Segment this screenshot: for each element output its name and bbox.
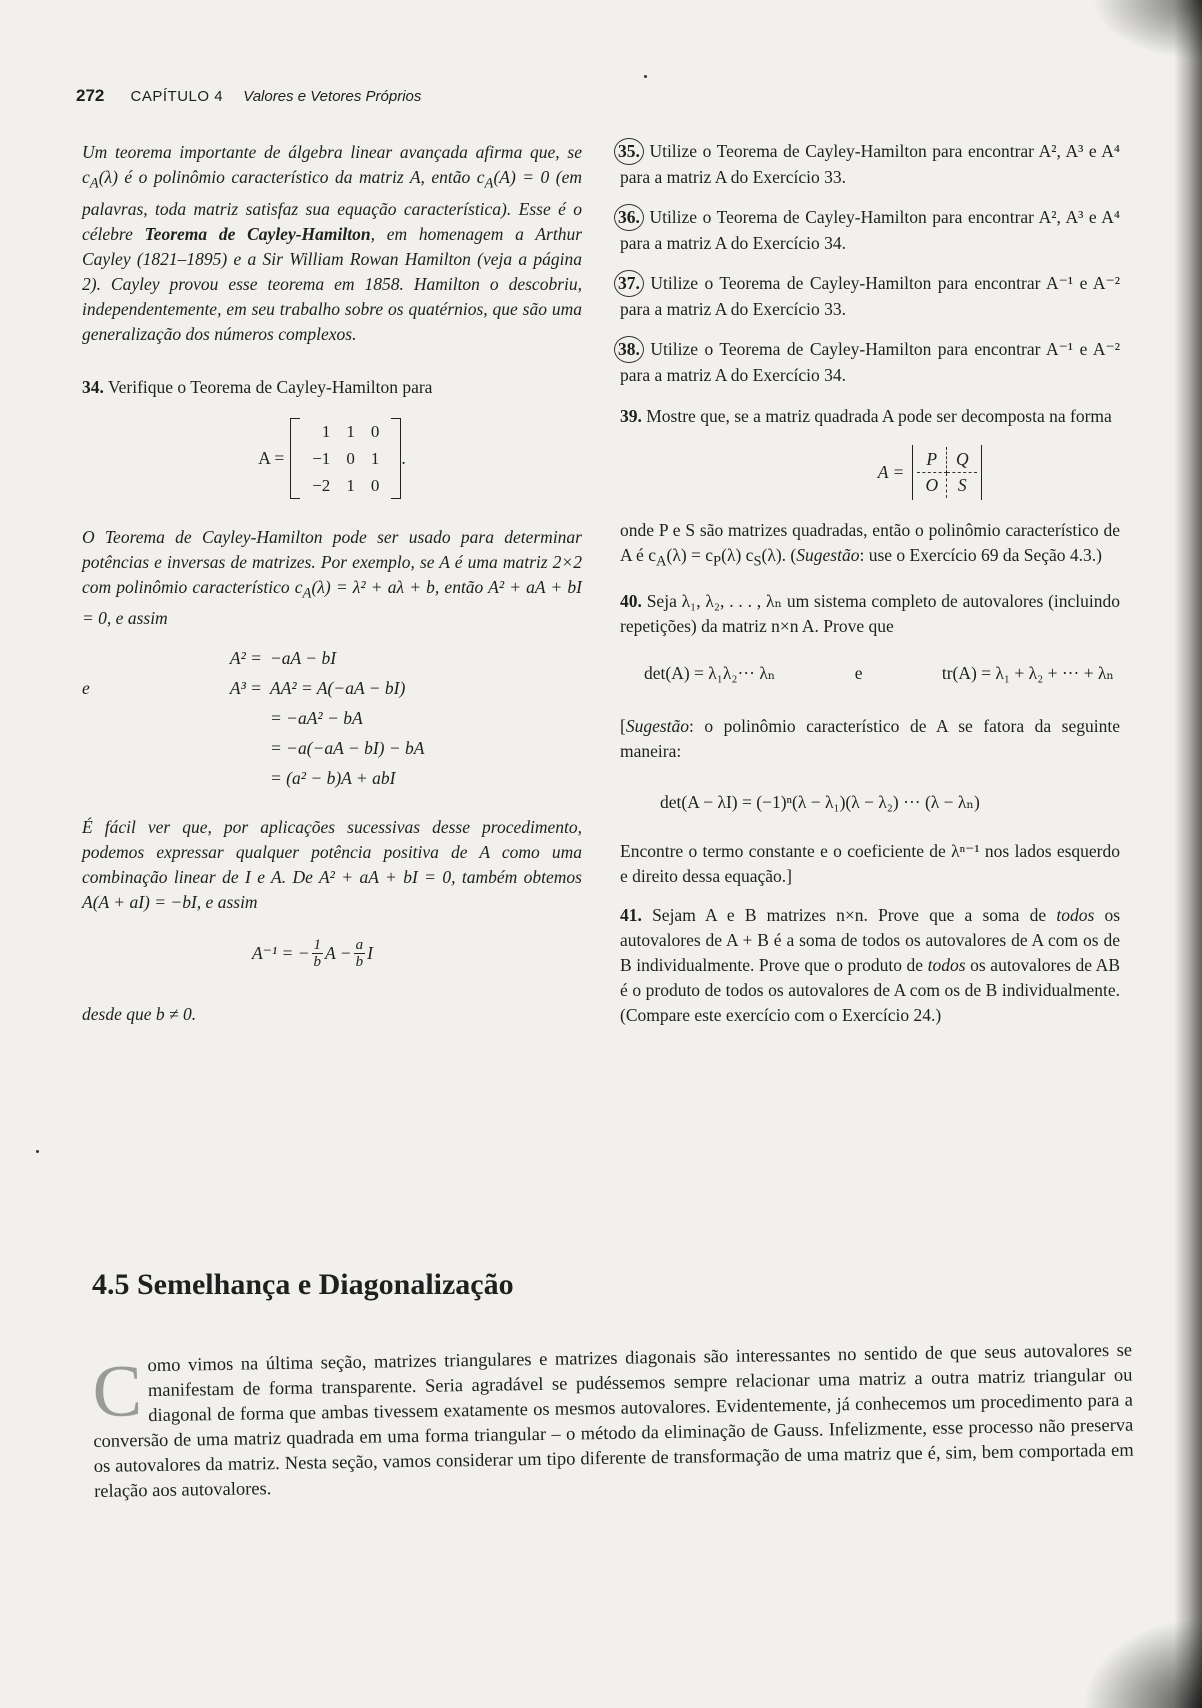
chapter-title: Valores e Vetores Próprios [243,88,422,105]
powers-paragraph: O Teorema de Cayley-Hamilton pode ser usado para determinar potências e inversas de matrizes. Por exemplo, se A é uma matriz 2×2 com polinômio característico $c_A(\lambda) = \lambda^2 + a\lambda + b$, então A² + aA + bI = 0, e assim [82,526,582,628]
block-matrix-label: A = [877,462,905,482]
inverse-formula: A⁻¹ = − $\frac{1}{b}$ A − $\frac{a}{b}$ I [252,937,373,970]
circled-number: 36. [614,204,644,231]
matrix-cell: 1 [346,475,355,495]
equation-row: = (a² − b)A + abI [270,767,396,788]
exercise-40: 40. Seja λ₁, λ₂, . . . , λₙ um sistema completo de autovalores (incluindo repetições) da matriz n×n A. Prove que [620,590,1121,636]
exercise-35: 35. Utilize o Teorema de Cayley-Hamilton para encontrar A², A³ e A⁴ para a matriz A do Exercício 33. [620,138,1120,190]
block-matrix-grid [912,445,982,500]
right-bracket [391,418,401,499]
matrix-period: . [401,447,406,468]
linear-combination-paragraph: É fácil ver que, por aplicações sucessivas desse procedimento, podemos expressar qualquer potência positiva de A como uma combinação linear de I e A. De A² + aA + bI = 0, também obtemos A(A + aI) = −bI, e assim [82,817,582,912]
power-equations [82,643,582,793]
det-trace-equation [644,661,1114,686]
chapter-label: CAPÍTULO 4 [130,88,224,105]
section-intro [92,1339,1134,1505]
page-number: 272 [76,86,105,105]
running-header [76,86,421,106]
block-s: S [957,475,967,495]
matrix-cell: 0 [370,475,380,495]
det-formula: det(A) = λ₁λ₂··· λₙ [644,662,776,683]
drop-cap: C [91,1350,143,1433]
block-p: P [917,447,947,473]
equation-row: = −a(−aA − bI) − bA [270,737,425,758]
matrix-cell: 0 [346,448,355,468]
condition-text: desde que b ≠ 0. [82,1004,197,1024]
matrix-cell: 0 [370,421,380,441]
matrix-row [304,445,387,472]
cayley-hamilton-intro: Um teorema importante de álgebra linear avançada afirma que, se $c_A(\lambda)$ é o polinômio característico da matriz A, então $c_A(A) = 0$ (em palavras, toda matriz satisfaz sua equação característica). Esse é o célebre Teorema de Cayley-Hamilton, em homenagem a Arthur Cayley (1821–1895) e a Sir William Rowan Hamilton (veja a página 2). Cayley provou esse teorema em 1858. Hamilton o descobriu, independentemente, em seu trabalho sobre os quatérnios, que são uma generalização dos números complexos. [82,142,583,344]
fraction: $\frac{a}{b}$ [355,937,364,970]
intro-text: omo vimos na última seção, matrizes triangulares e matrizes diagonais são interessantes no sentido de que seus autovalores se manifestam de forma transparente. Seria agradável se pudéssemos sempre relacionar uma matriz a outra matriz triangular ou diagonal de forma que ambas tivessem exatamente os mesmos autovalores. Evidentemente, já conhecemos um procedimento para a conversão de uma matriz quadrada em uma forma triangular – o método da eliminação de Gauss. Infelizmente, esse processo não preserva os autovalores da matriz. Nesta seção, vamos considerar um tipo diferente de transformação de uma matriz que é, sim, bem comportada em relação aos autovalores. [93,1340,1134,1502]
matrix-row [304,472,387,499]
matrix-a [82,418,582,499]
right-column [620,138,1120,1028]
matrix-cell: 1 [346,421,355,441]
section-title: 4.5 Semelhança e Diagonalização [92,1268,514,1301]
left-bracket [290,418,300,499]
exercise-41: 41. Sejam A e B matrizes n×n. Prove que a soma de todos os autovalores de A + B é a soma de todos os autovalores de A com os de B individualmente. Prove que o produto de todos os autovalores de AB é o produto de todos os autovalores de A com os de B individualmente. (Compare este exercício com o Exercício 24.) [620,904,1121,1025]
speck [644,75,647,78]
circled-number: 35. [614,138,644,165]
matrix-cell: 1 [321,421,331,441]
matrix-entries [304,418,387,499]
left-column [82,140,582,1027]
matrix-cell: −1 [312,448,331,468]
exercise-40-end: Encontre o termo constante e o coeficiente de λⁿ⁻¹ nos lados esquerdo e direito dessa equação.] [620,840,1120,886]
block-o: O [917,473,947,498]
equation-row: e A³ = AA² = A(−aA − bI) [82,677,406,698]
exercise-38: 38. Utilize o Teorema de Cayley-Hamilton para encontrar A⁻¹ e A⁻² para a matriz A do Exercício 34. [620,336,1120,388]
exercise-36: 36. Utilize o Teorema de Cayley-Hamilton para encontrar A², A³ e A⁴ para a matriz A do Exercício 34. [620,204,1120,256]
trace-formula: tr(A) = λ₁ + λ₂ + ··· + λₙ [941,662,1114,683]
exercise-39: 39. Mostre que, se a matriz quadrada A pode ser decomposta na forma [620,406,1112,426]
matrix-row [304,418,387,445]
page-edge-shadow [1174,0,1202,1708]
block-matrix [740,445,1120,500]
and-word: e [854,662,863,683]
page-corner-shadow-bottom [1082,1618,1202,1708]
equation-row: A² = −aA − bI [229,647,337,668]
block-q: Q [947,447,977,473]
exercise-40-hint: [Sugestão: o polinômio característico de A se fatora da seguinte maneira: [620,715,1120,761]
circled-number: 37. [614,270,644,297]
circled-number: 38. [614,336,644,363]
exercise-34: 34. Verifique o Teorema de Cayley-Hamilton para [82,376,433,397]
speck [36,1150,39,1153]
matrix-cell: −2 [312,475,331,495]
matrix-label: A = [258,447,285,468]
equation-row: = −aA² − bA [270,707,363,728]
theorem-name: Teorema de Cayley-Hamilton [144,223,371,244]
page-corner-shadow [1092,0,1202,60]
matrix-cell: 1 [370,448,380,468]
fraction: $\frac{1}{b}$ [313,937,322,970]
exercise-39-continued: onde P e S são matrizes quadradas, então o polinômio característico de A é $c_A(\lambda) = c_P(\lambda)$ $c_S(\lambda)$. (Sugestão: use o Exercício 69 da Seção 4.3.) [620,520,1120,570]
exercise-37: 37. Utilize o Teorema de Cayley-Hamilton para encontrar A⁻¹ e A⁻² para a matriz A do Exercício 33. [620,270,1120,322]
char-poly-factorization: det(A − λI) = (−1)ⁿ(λ − λ₁)(λ − λ₂) ··· (λ − λₙ) [660,791,980,812]
